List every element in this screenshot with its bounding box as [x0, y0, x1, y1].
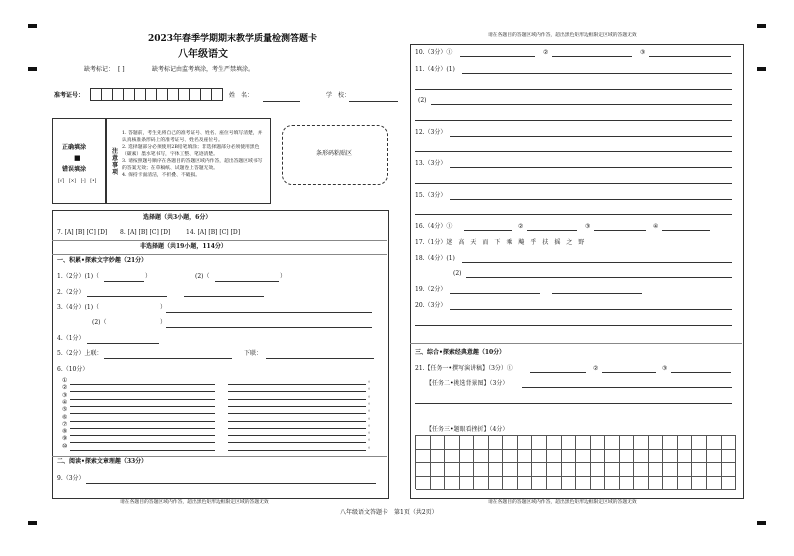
- writing-grid-cell[interactable]: [707, 477, 722, 491]
- writing-grid-cell[interactable]: [620, 436, 635, 450]
- q4-answer-line[interactable]: [87, 343, 159, 344]
- writing-grid-cell[interactable]: [562, 450, 577, 464]
- q3b-label: (2)（: [92, 319, 107, 326]
- writing-grid-cell[interactable]: [562, 463, 577, 477]
- exam-no-label: 准考证号：: [54, 92, 85, 99]
- q6-period: 。: [368, 391, 375, 399]
- writing-grid-cell[interactable]: [532, 477, 547, 491]
- q6-answer-line[interactable]: [70, 442, 215, 443]
- q3-close: ）: [160, 304, 167, 311]
- q6-answer-line[interactable]: [70, 406, 215, 407]
- writing-grid-cell[interactable]: [503, 463, 518, 477]
- q6-period: 。: [368, 398, 375, 406]
- writing-grid-cell[interactable]: [649, 477, 664, 491]
- q6-period: 。: [368, 406, 375, 414]
- task2-line[interactable]: [522, 387, 732, 388]
- q6-period: 。: [368, 384, 375, 392]
- writing-grid-cell[interactable]: [562, 436, 577, 450]
- choice-q14[interactable]: 14. [A] [B] [C] [D]: [186, 229, 241, 236]
- q3b-close: ）: [160, 319, 167, 326]
- q5-down-line[interactable]: [266, 358, 374, 359]
- q6-answer-line[interactable]: [70, 384, 215, 385]
- writing-grid-cell[interactable]: [547, 477, 562, 491]
- registration-mark-mr: [757, 67, 766, 71]
- writing-grid-cell[interactable]: [576, 450, 591, 464]
- writing-grid-cell[interactable]: [649, 450, 664, 464]
- school-field[interactable]: [349, 101, 398, 102]
- writing-grid-cell[interactable]: [416, 450, 431, 464]
- q15-line[interactable]: [450, 199, 732, 200]
- writing-grid-cell[interactable]: [547, 463, 562, 477]
- q6-period: 。: [368, 428, 375, 436]
- writing-grid-cell[interactable]: [431, 463, 446, 477]
- q6-answer-line[interactable]: [228, 391, 366, 392]
- q21-line-1[interactable]: [530, 372, 586, 373]
- q3-label: 3.（4分）(1)（: [57, 304, 100, 311]
- writing-grid-cell[interactable]: [518, 436, 533, 450]
- q20-line[interactable]: [415, 325, 732, 326]
- writing-grid-cell[interactable]: [634, 477, 649, 491]
- writing-grid-cell[interactable]: [518, 477, 533, 491]
- writing-grid-cell[interactable]: [547, 450, 562, 464]
- note-item: 3. 请按照题号顺序在各题目的答题区域内作答，超出答题区域书写的答案无效；在草稿纸、试题卷上答题无效。: [122, 159, 263, 171]
- writing-grid-cell[interactable]: [445, 477, 460, 491]
- task2-line[interactable]: [415, 403, 732, 404]
- writing-grid-cell[interactable]: [474, 436, 489, 450]
- writing-grid-cell[interactable]: [460, 436, 475, 450]
- divider: [52, 240, 387, 241]
- q11b-line[interactable]: [431, 104, 732, 105]
- writing-grid-cell[interactable]: [503, 477, 518, 491]
- q21-line-3[interactable]: [671, 372, 731, 373]
- writing-grid-cell[interactable]: [649, 463, 664, 477]
- top-right-warning: 请在各题目的答题区域内作答，超出黑色矩形边框限定区域的答题无效: [488, 33, 637, 38]
- writing-grid-cell[interactable]: [489, 463, 504, 477]
- writing-grid-cell[interactable]: [620, 450, 635, 464]
- writing-grid-cell[interactable]: [605, 450, 620, 464]
- writing-grid-cell[interactable]: [416, 463, 431, 477]
- absent-mark-label: 缺考标记：: [84, 66, 115, 73]
- writing-grid-cell[interactable]: [503, 450, 518, 464]
- writing-grid-cell[interactable]: [532, 450, 547, 464]
- q11-line[interactable]: [462, 73, 732, 74]
- q6-item-marker: ⑦: [62, 420, 68, 428]
- writing-grid-cell[interactable]: [722, 477, 737, 491]
- q9-answer-line[interactable]: [86, 483, 376, 484]
- writing-grid-cell[interactable]: [460, 477, 475, 491]
- subject-title: 八年级语文: [178, 49, 228, 60]
- q3-answer-line[interactable]: [166, 312, 372, 313]
- school-label: 学 校：: [326, 92, 351, 99]
- q6-item-marker: ②: [62, 384, 68, 392]
- q21-line-2[interactable]: [602, 372, 656, 373]
- writing-grid-cell[interactable]: [547, 436, 562, 450]
- q6-answer-line[interactable]: [228, 399, 366, 400]
- choice-q7[interactable]: 7. [A] [B] [C] [D]: [57, 229, 108, 236]
- section2-title: 二、阅读•探索文章理趣（33分）: [57, 458, 148, 465]
- writing-grid-cell[interactable]: [416, 477, 431, 491]
- writing-grid-cell[interactable]: [591, 436, 606, 450]
- q13-line[interactable]: [450, 167, 732, 168]
- name-field[interactable]: [263, 101, 300, 102]
- q18b-label: (2): [453, 270, 462, 277]
- q6-period: 。: [368, 420, 375, 428]
- absent-mark-box[interactable]: [ ]: [118, 66, 125, 73]
- section3-title: 三、综合•探索经典意趣（10分）: [415, 349, 506, 356]
- writing-grid-cell[interactable]: [518, 463, 533, 477]
- nonchoice-title: 非选择题（共19小题，114分）: [140, 243, 227, 250]
- task2-label: 【任务二•挑选背景图】（3分）: [426, 380, 509, 387]
- writing-grid-cell[interactable]: [416, 436, 431, 450]
- q15-label: 15.（3分）: [415, 192, 447, 199]
- q20-label: 20.（3分）: [415, 302, 447, 309]
- writing-grid-cell[interactable]: [620, 477, 635, 491]
- divider: [410, 343, 742, 344]
- choice-title: 选择题（共3小题，6分）: [143, 214, 212, 221]
- q5-label: 5.（2分）上联：: [57, 350, 103, 357]
- q18-line[interactable]: [462, 262, 732, 263]
- section1-title: 一、积累•探索文字妙趣（21分）: [57, 257, 148, 264]
- q2-answer-line[interactable]: [87, 296, 167, 297]
- registration-mark-ml: [28, 67, 37, 71]
- q6-answer-line[interactable]: [70, 421, 215, 422]
- q20-line[interactable]: [450, 309, 732, 310]
- q6-period: 。: [368, 413, 375, 421]
- writing-grid-cell[interactable]: [489, 450, 504, 464]
- registration-mark-br: [757, 521, 766, 525]
- notes-label: 注意事项: [112, 148, 119, 176]
- bottom-left-warning: 请在各题目的答题区域内作答，超出黑色矩形边框限定区域的答题无效: [120, 500, 269, 505]
- correct-fill-label: 正确填涂: [62, 144, 87, 151]
- q6-item-marker: ⑨: [62, 435, 68, 443]
- writing-grid-cell[interactable]: [445, 450, 460, 464]
- q3b-answer-line[interactable]: [166, 327, 372, 328]
- q6-answer-line[interactable]: [228, 406, 366, 407]
- q6-answer-line[interactable]: [228, 435, 366, 436]
- q10-label: 10.（3分）①: [415, 49, 453, 56]
- q10-line-3[interactable]: [649, 56, 731, 57]
- q6-item-marker: ⑩: [62, 442, 68, 450]
- q21-mark-3: ③: [662, 365, 668, 372]
- q1-answer-line[interactable]: [104, 281, 144, 282]
- q10-mark-3: ③: [640, 49, 646, 56]
- page-footer: 八年级语文答题卡 第1页（共2页）: [340, 509, 438, 516]
- absent-note: 缺考标记由监考填涂，考生严禁填涂。: [152, 66, 255, 73]
- q6-answer-line[interactable]: [70, 435, 215, 436]
- writing-grid-cell[interactable]: [518, 450, 533, 464]
- q6-answer-line[interactable]: [70, 450, 215, 451]
- writing-grid-cell[interactable]: [634, 436, 649, 450]
- writing-grid-cell[interactable]: [489, 477, 504, 491]
- note-item: 4. 保持卡面清洁，不折叠、不破损。: [122, 173, 201, 178]
- q6-answer-line[interactable]: [228, 450, 366, 451]
- q16-line-2[interactable]: [527, 230, 577, 231]
- registration-mark-tr: [757, 24, 766, 28]
- writing-grid-cell[interactable]: [707, 436, 722, 450]
- q1b-close: ）: [280, 273, 287, 280]
- q6-item-marker: ⑧: [62, 428, 68, 436]
- q16-line-4[interactable]: [662, 230, 710, 231]
- writing-grid-cell[interactable]: [722, 436, 737, 450]
- q11-label: 11.（4分）(1): [415, 66, 455, 73]
- writing-grid-cell[interactable]: [576, 436, 591, 450]
- writing-grid-cell[interactable]: [576, 477, 591, 491]
- writing-grid-cell[interactable]: [678, 463, 693, 477]
- writing-grid-cell[interactable]: [489, 436, 504, 450]
- writing-grid-cell[interactable]: [605, 477, 620, 491]
- q11-line[interactable]: [415, 89, 732, 90]
- q6-item-marker: ⑥: [62, 413, 68, 421]
- q6-answer-line[interactable]: [228, 442, 366, 443]
- q15-line[interactable]: [415, 214, 732, 215]
- writing-grid-cell[interactable]: [445, 463, 460, 477]
- writing-grid-cell[interactable]: [722, 463, 737, 477]
- writing-grid-cell[interactable]: [460, 450, 475, 464]
- q6-answer-line[interactable]: [228, 384, 366, 385]
- page-title: 2023年春季学期期末教学质量检测答题卡: [148, 34, 318, 44]
- writing-grid-cell[interactable]: [620, 463, 635, 477]
- q11b-label: (2): [418, 97, 427, 104]
- q5-up-line[interactable]: [104, 358, 232, 359]
- name-label: 姓 名：: [229, 92, 254, 99]
- q10-line-2[interactable]: [552, 56, 632, 57]
- q16-line-1[interactable]: [464, 230, 512, 231]
- q6-period: 。: [368, 377, 375, 384]
- writing-grid-cell[interactable]: [707, 450, 722, 464]
- q2-answer-line[interactable]: [184, 296, 264, 297]
- writing-grid-cell[interactable]: [431, 450, 446, 464]
- q6-answer-line[interactable]: [70, 391, 215, 392]
- q16-line-3[interactable]: [594, 230, 646, 231]
- writing-grid-cell[interactable]: [460, 463, 475, 477]
- writing-grid-cell[interactable]: [663, 450, 678, 464]
- exam-no-boxes[interactable]: [90, 88, 222, 103]
- q19-label: 19.（2分）: [415, 286, 447, 293]
- writing-grid-cell[interactable]: [532, 436, 547, 450]
- correct-fill-mark: ■: [74, 154, 81, 162]
- q16-label: 16.（4分）①: [415, 223, 453, 230]
- q6-answer-line[interactable]: [70, 428, 215, 429]
- writing-grid-cell[interactable]: [591, 463, 606, 477]
- q18-label: 18.（4分）(1): [415, 255, 455, 262]
- divider: [52, 254, 387, 255]
- q19-line[interactable]: [450, 293, 540, 294]
- writing-grid-cell[interactable]: [663, 477, 678, 491]
- writing-grid-cell[interactable]: [692, 436, 707, 450]
- wrong-fill-label: 错误填涂: [62, 166, 87, 173]
- choice-q8[interactable]: 8. [A] [B] [C] [D]: [120, 229, 171, 236]
- writing-grid-cell[interactable]: [474, 477, 489, 491]
- writing-grid-cell[interactable]: [431, 477, 446, 491]
- q5-down-label: 下联：: [244, 350, 263, 357]
- q9-label: 9.（3分）: [57, 475, 85, 482]
- writing-grid-cell[interactable]: [649, 436, 664, 450]
- writing-grid-cell[interactable]: [678, 450, 693, 464]
- writing-grid-cell[interactable]: [634, 463, 649, 477]
- writing-grid-cell[interactable]: [474, 450, 489, 464]
- q1b-answer-line[interactable]: [215, 281, 279, 282]
- writing-grid-cell[interactable]: [591, 477, 606, 491]
- q6-period: 。: [368, 442, 375, 450]
- q10-line-1[interactable]: [460, 56, 535, 57]
- q11b-line[interactable]: [415, 120, 732, 121]
- writing-grid[interactable]: [415, 435, 736, 489]
- writing-grid-cell[interactable]: [692, 463, 707, 477]
- writing-grid-cell[interactable]: [663, 436, 678, 450]
- q6-answer-line[interactable]: [70, 399, 215, 400]
- writing-grid-cell[interactable]: [474, 463, 489, 477]
- barcode-label: 条形码粘贴区: [316, 150, 353, 157]
- q6-item-marker: ⑤: [62, 406, 68, 414]
- q13-line[interactable]: [415, 183, 732, 184]
- note-item: 2. 选择题部分必须使用2B铅笔填涂；非选择题部分必须使用黑色（碳素）墨水笔书写，字体工整、笔迹清楚。: [122, 145, 260, 157]
- writing-grid-cell[interactable]: [722, 450, 737, 464]
- q6-answer-line[interactable]: [228, 428, 366, 429]
- writing-grid-cell[interactable]: [692, 450, 707, 464]
- divider: [52, 456, 387, 457]
- q6-answer-line[interactable]: [70, 413, 215, 414]
- registration-mark-bl: [28, 521, 37, 525]
- q17-text: 17.（1分）迷 高 天 而 下 乘 飚 乎 扶 摇 之 野: [415, 239, 585, 246]
- q1-close: ）: [145, 273, 152, 280]
- q2-label: 2.（2分）: [57, 289, 85, 296]
- q12-line[interactable]: [450, 136, 732, 137]
- writing-grid-cell[interactable]: [591, 450, 606, 464]
- writing-grid-cell[interactable]: [634, 450, 649, 464]
- q6-item-marker: ③: [62, 391, 68, 399]
- q16-mark-3: ③: [585, 223, 591, 230]
- q12-line[interactable]: [415, 151, 732, 152]
- q13-label: 13.（3分）: [415, 160, 447, 167]
- q19-line[interactable]: [552, 293, 642, 294]
- writing-grid-cell[interactable]: [692, 477, 707, 491]
- registration-mark-tl: [28, 24, 37, 28]
- writing-grid-cell[interactable]: [532, 463, 547, 477]
- writing-grid-cell[interactable]: [605, 463, 620, 477]
- writing-grid-cell[interactable]: [707, 463, 722, 477]
- q1-label: 1.（2分）(1)（: [57, 273, 100, 280]
- writing-grid-cell[interactable]: [678, 477, 693, 491]
- writing-grid-cell[interactable]: [445, 436, 460, 450]
- q21-label: 21.【任务一•撰写演讲稿】（3分）①: [415, 365, 513, 372]
- bottom-right-warning: 请在各题目的答题区域内作答，超出黑色矩形边框限定区域的答题无效: [488, 500, 637, 505]
- q6-answer-line[interactable]: [228, 421, 366, 422]
- writing-grid-cell[interactable]: [562, 477, 577, 491]
- q21-mark-2: ②: [593, 365, 599, 372]
- q16-mark-4: ④: [653, 223, 659, 230]
- q12-label: 12.（3分）: [415, 129, 447, 136]
- q16-mark-2: ②: [518, 223, 524, 230]
- wrong-fill-marks: [√] [×] [-] [•]: [58, 179, 97, 184]
- notes-list: [122, 130, 266, 179]
- q6-item-marker: ①: [62, 377, 68, 384]
- q6-item-marker: ④: [62, 398, 68, 406]
- task3-label: 【任务三•题眼看挫折】（4分）: [426, 426, 509, 433]
- q6-period: 。: [368, 435, 375, 443]
- q1b-label: (2)（: [195, 273, 210, 280]
- writing-grid-cell[interactable]: [503, 436, 518, 450]
- note-item: 1. 答题前，考生先将自己的准考证号、姓名、座位号填写清楚，并认真核准条形码上的准考证号、姓名及座位号。: [122, 131, 263, 143]
- q6-label: 6.（10分）: [57, 366, 89, 373]
- writing-grid-cell[interactable]: [576, 463, 591, 477]
- q18b-line[interactable]: [466, 277, 732, 278]
- writing-grid-cell[interactable]: [431, 436, 446, 450]
- q10-mark-2: ②: [543, 49, 549, 56]
- q6-answer-line[interactable]: [228, 413, 366, 414]
- writing-grid-cell[interactable]: [605, 436, 620, 450]
- writing-grid-cell[interactable]: [663, 463, 678, 477]
- writing-grid-cell[interactable]: [678, 436, 693, 450]
- q4-label: 4.（1分）: [57, 335, 85, 342]
